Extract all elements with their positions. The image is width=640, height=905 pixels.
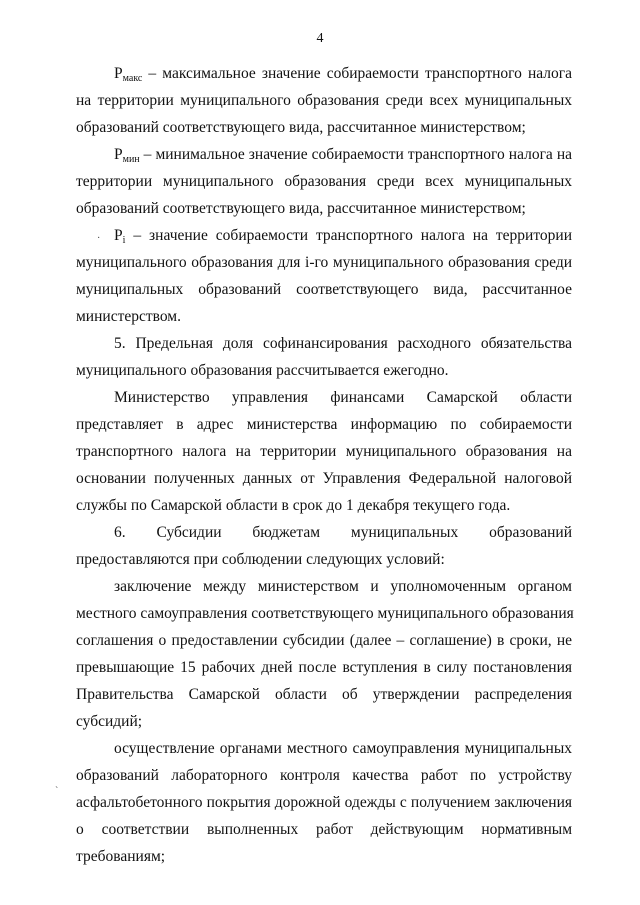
ministry-line: Министерство управления финансами Самарской области [114,389,572,406]
condition-2-line: образований лабораторного контроля качества работ по устройству [76,767,572,784]
condition-1-line: соглашения о предоставлении субсидии (далее – соглашение) в сроки, не [76,632,572,649]
scan-speck: · [97,233,101,244]
ministry-line: основании полученных данных от Управления Федеральной налоговой [76,470,572,487]
p-i-definition-line [114,226,572,251]
condition-1-line: Правительства Самарской области об утверждении распределения [76,686,572,703]
condition-2-line: осуществление органами местного самоуправления муниципальных [114,740,572,757]
item-6-line: 6. Субсидии бюджетам муниципальных образований [114,524,572,541]
condition-2-line: о соответствии выполненных работ действующим нормативным [76,821,572,838]
p-i-text: – значение собираемости транспортного налога на территории [125,227,572,244]
p-i-symbol: P [114,227,123,244]
p-max-line: на территории муниципального образования среди всех муниципальных [76,92,572,109]
p-i-line: муниципального образования для i-го муниципального образования среди [76,254,572,271]
scan-speck: ` [55,786,59,797]
condition-1-line: превышающие 15 рабочих дней после вступления в силу постановления [76,659,572,676]
p-max-symbol: P [114,65,123,82]
condition-1-line: заключение между министерством и уполномоченным органом [114,578,572,595]
condition-1-line: субсидий; [76,713,143,730]
condition-2-line: асфальтобетонного покрытия дорожной одежды с получением заключения [76,794,572,811]
ministry-line: представляет в адрес министерства информацию по собираемости [76,416,572,433]
p-i-subscript: i [122,235,126,246]
item-5-line: 5. Предельная доля софинансирования расходного обязательства [114,335,572,352]
p-i-line: министерством. [76,308,181,325]
p-i-line: муниципальных образований соответствующего вида, рассчитанное [76,281,572,298]
p-max-line: образований соответствующего вида, рассчитанное министерством; [76,119,526,136]
item-6-line: предоставляются при соблюдении следующих условий: [76,551,445,568]
p-min-subscript: мин [122,154,140,165]
p-min-text: – минимальное значение собираемости транспортного налога на [139,146,572,163]
p-max-subscript: макс [122,73,143,84]
condition-2-line: требованиям; [76,848,166,865]
p-max-text: – максимальное значение собираемости транспортного налога [142,65,572,82]
p-min-definition-line [114,145,572,170]
condition-1-line: местного самоуправления соответствующего муниципального образования [76,605,574,622]
item-5-line: муниципального образования рассчитывается ежегодно. [76,362,449,379]
page-number: 4 [316,31,324,46]
p-max-definition-line [114,64,572,89]
ministry-line: службы по Самарской области в срок до 1 декабря текущего года. [76,497,511,514]
p-min-symbol: P [114,146,123,163]
p-min-line: территории муниципального образования среди всех муниципальных [76,173,572,190]
p-min-line: образований соответствующего вида, рассчитанное министерством; [76,200,526,217]
ministry-line: транспортного налога на территории муниципального образования на [76,443,572,460]
